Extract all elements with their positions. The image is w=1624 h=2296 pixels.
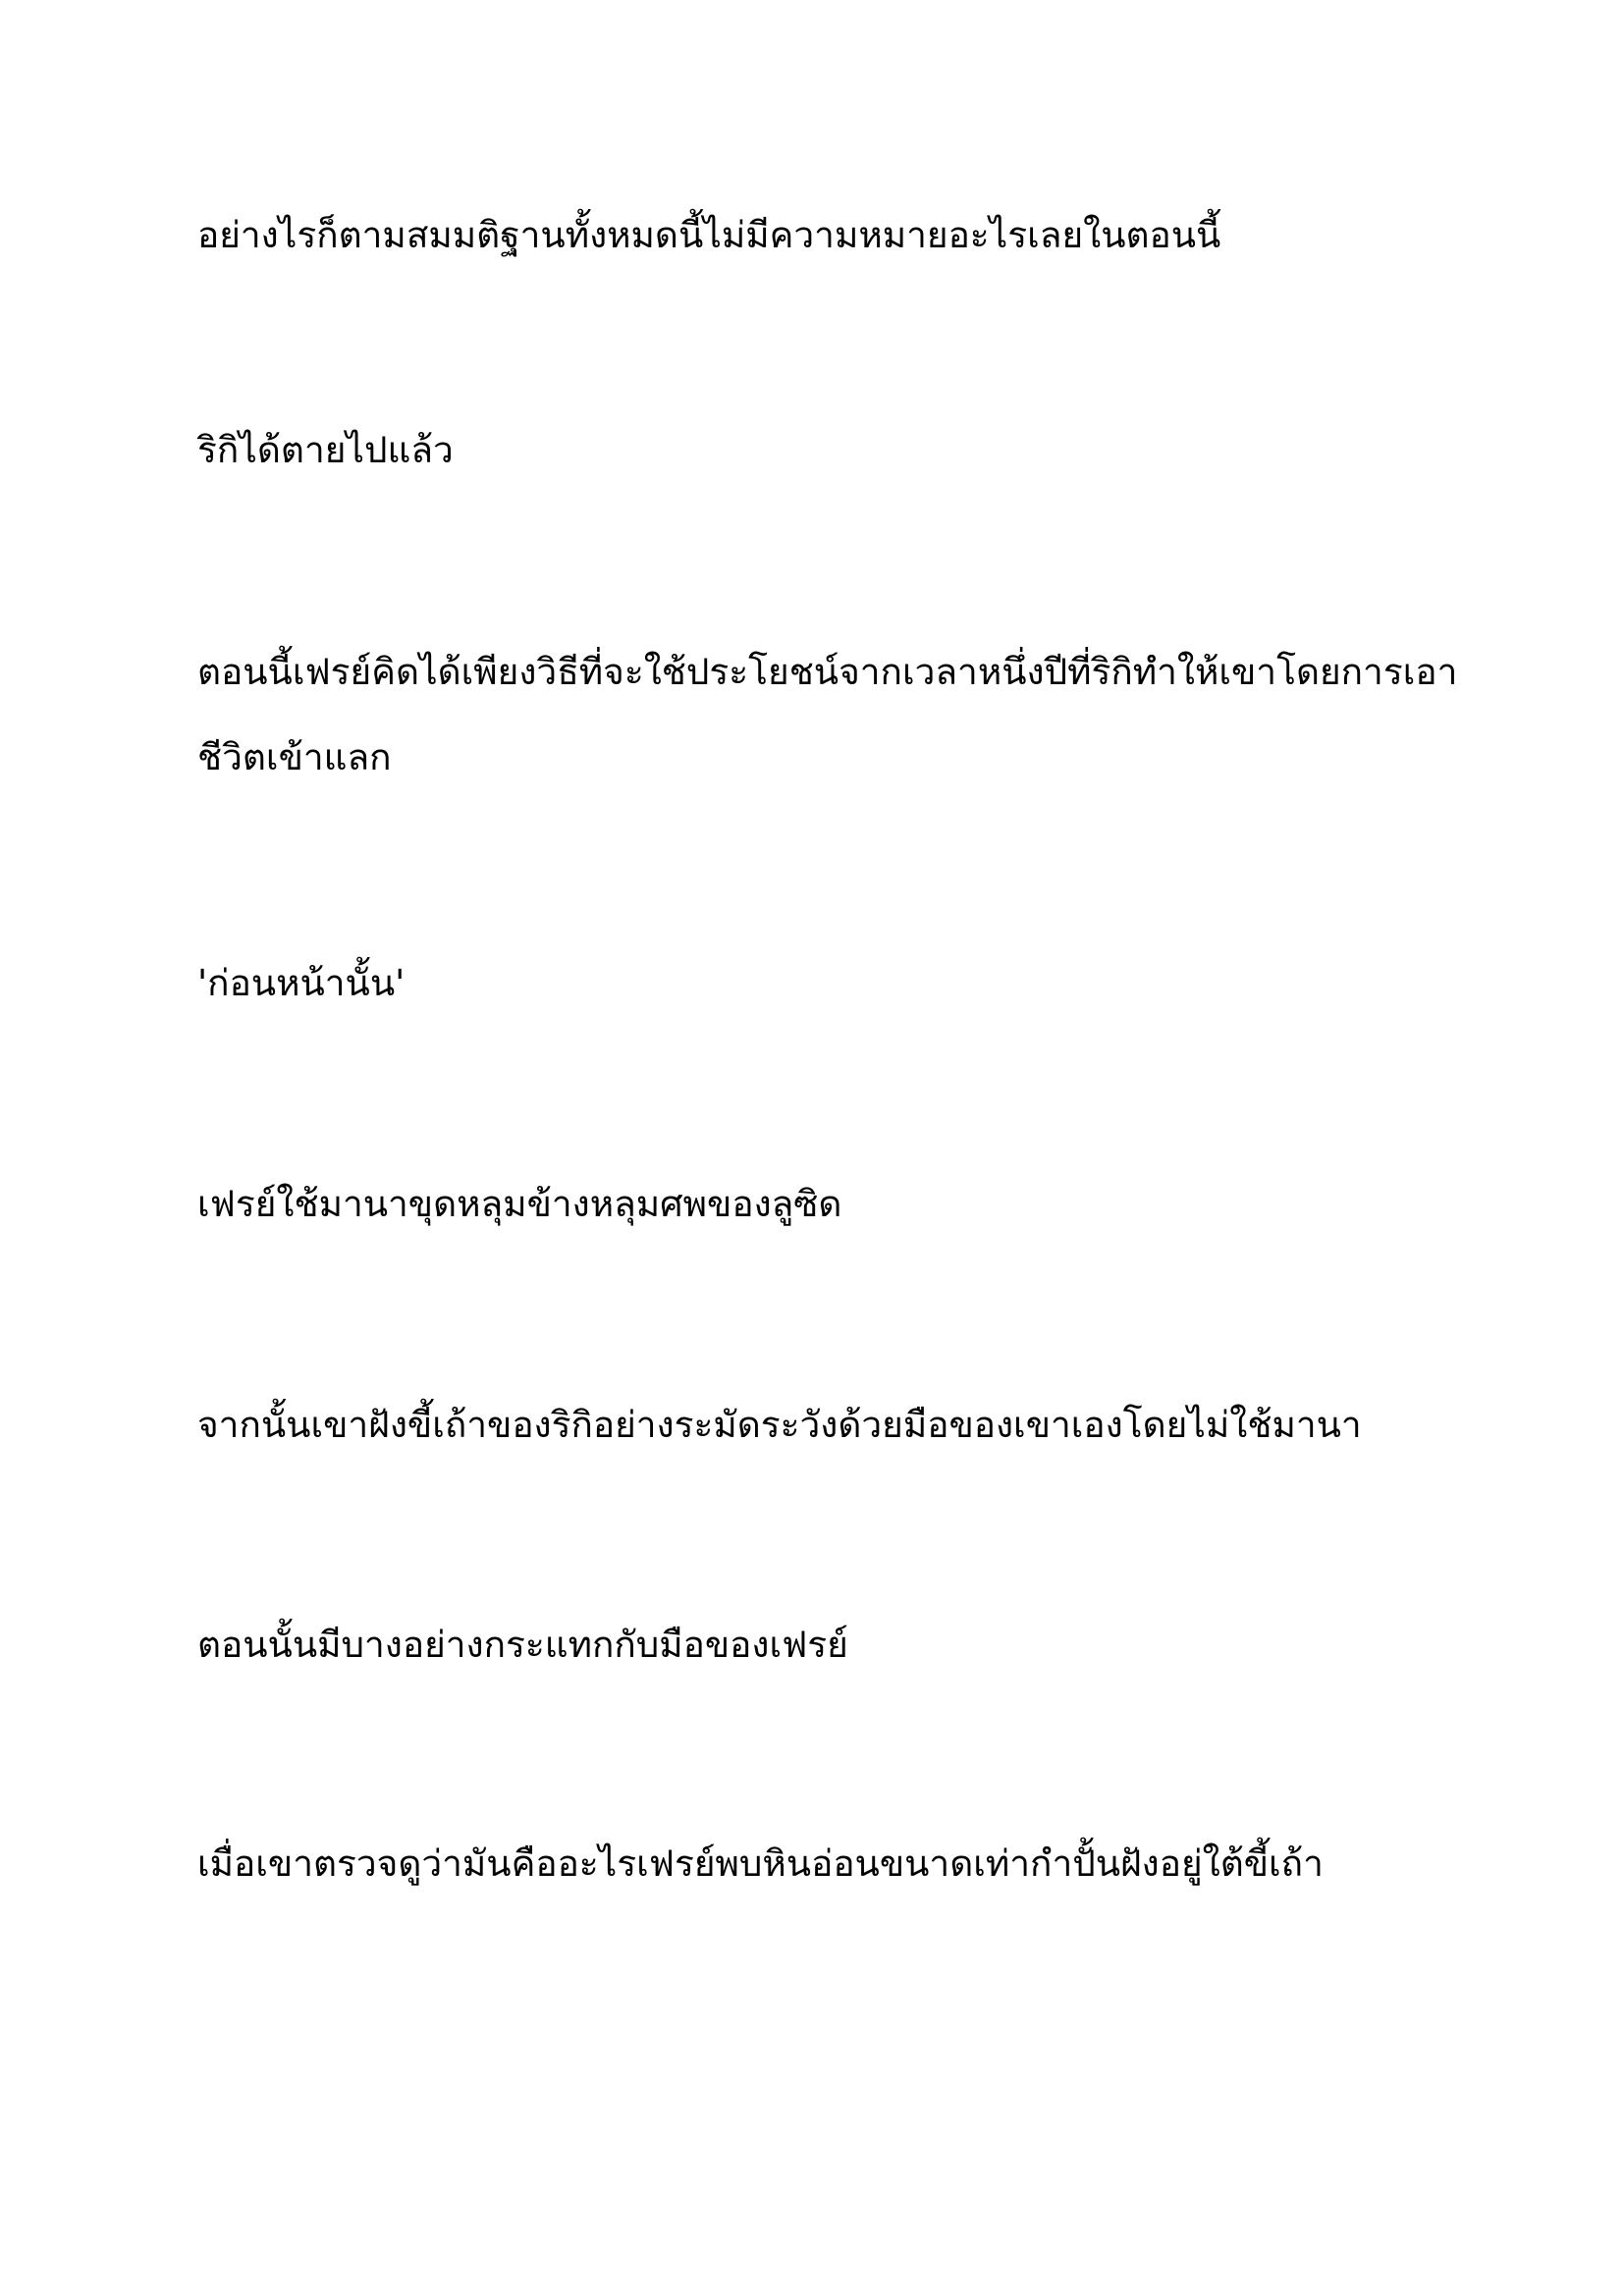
paragraph-line: ตอนนั้นมีบางอย่างกระแทกกับมือของเฟรย์ [197,1624,848,1666]
paragraph-line: ริกิได้ตายไปแล้ว [197,429,454,471]
paragraph-line: เฟรย์ใช้มานาขุดหลุมข้างหลุมศพของลูซิด [197,1183,842,1225]
paragraph-line: อย่างไรก็ตามสมมติฐานทั้งหมดนี้ไม่มีความหมายอะไรเลยในตอนนี้ [197,214,1221,256]
paragraph-4 [197,940,1435,1026]
paragraph-line: เมื่อเขาตรวจดูว่ามันคืออะไรเฟรย์พบหินอ่อนขนาดเท่ากำปั้นฝังอยู่ใต้ขี้เถ้า [197,1842,1324,1885]
paragraph-3 [197,629,1458,800]
paragraph-7 [197,1602,1435,1687]
paragraph-2 [197,407,1435,493]
paragraph-line: ตอนนี้เฟรย์คิดได้เพียงวิธีที่จะใช้ประโยชน์จากเวลาหนึ่งปีที่ริกิทำให้เขาโดยการเอา [197,651,1458,693]
paragraph-8 [197,1821,1435,1906]
paragraph-line: จากนั้นเขาฝังขี้เถ้าของริกิอย่างระมัดระวังด้วยมือของเขาเองโดยไม่ใช้มานา [197,1404,1362,1446]
paragraph-line: ชีวิตเข้าแลก [197,736,392,778]
paragraph-line: 'ก่อนหน้านั้น' [197,962,406,1004]
paragraph-6 [197,1382,1435,1468]
paragraph-1 [197,192,1435,278]
paragraph-5 [197,1161,1435,1247]
